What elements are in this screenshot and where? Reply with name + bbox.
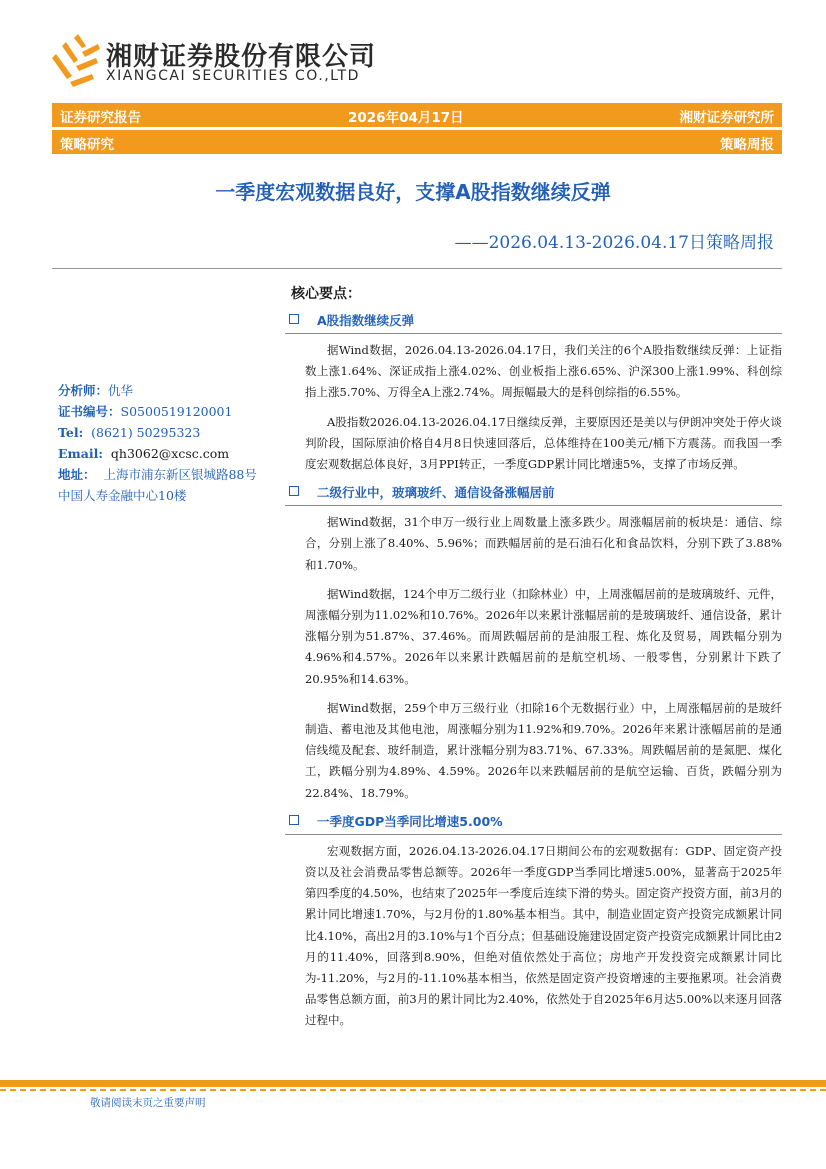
analyst-address-row	[58, 464, 283, 485]
header-bar-bottom	[52, 130, 782, 154]
analyst-info	[58, 380, 283, 506]
section-paragraph: 宏观数据方面，2026.04.13-2026.04.17日期间公布的宏观数据有：GDP、固定资产投资以及社会消费品零售总额等。2026年一季度GDP当季同比增速5.00%，显著高于2025年第四季度的4.50%，也结束了2025年一季度后连续下滑的势头。固定资产投资方面，前3月的累计同比增速1.70%，与2月份的1.80%基本相当。其中，制造业固定资产投资完成额累计同比4.10%，高出2月的3.10%与1个百分点；但基础设施建设固定资产投资完成额累计同比由2月的11.40%，回落到8.90%，但绝对值依然处于高位；房地产开发投资完成额累计同比为-11.20%，与2月的-11.10%基本相当，依然是固定资产投资增速的主要拖累项。社会消费品零售总额方面，前3月的累计同比为2.40%，依然处于自2025年6月达5.00%以来逐月回落过程中。	[305, 843, 782, 1028]
analyst-email-label: Email:	[58, 446, 103, 461]
section-paragraph: 据Wind数据，259个申万三级行业（扣除16个无数据行业）中，上周涨幅居前的是玻纤制造、蓄电池及其他电池，周涨幅分别为11.92%和9.70%。2026年来累计涨幅居前的是通信线缆及配套、玻纤制造，累计涨幅分别为83.71%、67.33%。周跌幅居前的是氮肥、煤化工，跌幅分别为4.89%、4.59%。2026年以来跌幅居前的是航空运输、百货，跌幅分别为22.84%、18.79%。	[305, 700, 782, 800]
analyst-cert: S0500519120001	[120, 404, 233, 419]
analyst-address-line2: 中国人寿金融中心10楼	[58, 488, 187, 503]
report-date: 2026年04月17日	[348, 110, 464, 126]
company-name-en: XIANGCAI SECURITIES CO.,LTD	[106, 68, 360, 84]
section-heading	[285, 812, 782, 835]
analyst-name: 仇华	[108, 383, 134, 398]
company-name-cn: 湘财证券股份有限公司	[106, 42, 377, 72]
header-bar-top	[52, 103, 782, 127]
section-title: 二级行业中，玻璃玻纤、通信设备涨幅居前	[317, 485, 555, 501]
report-subtitle: ——2026.04.13-2026.04.17日策略周报	[454, 233, 774, 253]
section-heading	[285, 483, 782, 506]
analyst-cert-row	[58, 401, 283, 422]
analyst-name-row	[58, 380, 283, 401]
section-paragraph: 据Wind数据，124个申万二级行业（扣除林业）中，上周涨幅居前的是玻璃玻纤、元件，周涨幅分别为11.02%和10.76%。2026年以来累计涨幅居前的是玻璃玻纤、通信设备，累计涨幅分别为51.87%、37.46%。而周跌幅居前的是油服工程、炼化及贸易，周跌幅分别为4.96%和4.57%。2026年以来累计跌幅居前的是航空机场、一般零售，分别累计下跌了20.95%和14.63%。	[305, 586, 782, 686]
checkbox-square-icon	[289, 486, 299, 496]
checkbox-square-icon	[289, 815, 299, 825]
section-paragraph: A股指数2026.04.13-2026.04.17日继续反弹，主要原因还是美以与伊朗冲突处于停火谈判阶段，国际原油价格自4月8日快速回落后，总体维持在100美元/桶下方震荡。而我国一季度宏观数据总体良好，3月PPI转正，一季度GDP累计同比增速5%，支撑了市场反弹。	[305, 414, 782, 472]
analyst-tel-label: Tel:	[58, 425, 84, 440]
analyst-email-link[interactable]: qh3062@xcsc.com	[110, 446, 230, 461]
institute-name: 湘财证券研究所	[679, 110, 774, 126]
footer-disclaimer: 敬请阅读末页之重要声明	[90, 1097, 206, 1109]
checkbox-square-icon	[289, 314, 299, 324]
section-paragraph: 据Wind数据，31个申万一级行业上周数量上涨多跌少。周涨幅居前的板块是：通信、综合，分别上涨了8.40%、5.96%；而跌幅居前的是石油石化和食品饮料，分别下跌了3.88%和1.70%。	[305, 515, 782, 572]
section-heading	[285, 311, 782, 334]
analyst-tel-row	[58, 422, 283, 443]
report-type-label: 证券研究报告	[60, 110, 141, 126]
report-subtype: 策略周报	[720, 137, 774, 153]
analyst-name-label: 分析师：	[58, 383, 109, 398]
core-points	[285, 283, 782, 1040]
footer-bar	[0, 1080, 826, 1087]
section-title: 一季度GDP当季同比增速5.00%	[317, 813, 503, 829]
analyst-tel: (8621) 50295323	[91, 425, 201, 440]
section-title: A股指数继续反弹	[317, 313, 415, 328]
section-paragraph: 据Wind数据，2026.04.13-2026.04.17日，我们关注的6个A股指数继续反弹：上证指数上涨1.64%、深证成指上涨4.02%、创业板指上涨6.65%、沪深300上涨1.99%、科创综指上涨5.70%、万得全A上涨2.74%。周振幅最大的是科创综指的6.55%。	[305, 343, 782, 400]
analyst-address-line1: 上海市浦东新区银城路88号	[103, 467, 257, 482]
footer-dashed-line	[0, 1089, 826, 1091]
analyst-cert-label: 证书编号：	[58, 404, 121, 419]
analyst-email-row	[58, 443, 283, 464]
analyst-address-row-2	[58, 485, 283, 506]
analyst-address-label: 地址：	[58, 467, 96, 482]
research-category: 策略研究	[60, 137, 114, 153]
title-divider	[52, 268, 782, 269]
core-points-title: 核心要点：	[291, 286, 361, 302]
company-logo-icon	[52, 32, 104, 90]
report-title: 一季度宏观数据良好，支撑A股指数继续反弹	[215, 180, 611, 204]
